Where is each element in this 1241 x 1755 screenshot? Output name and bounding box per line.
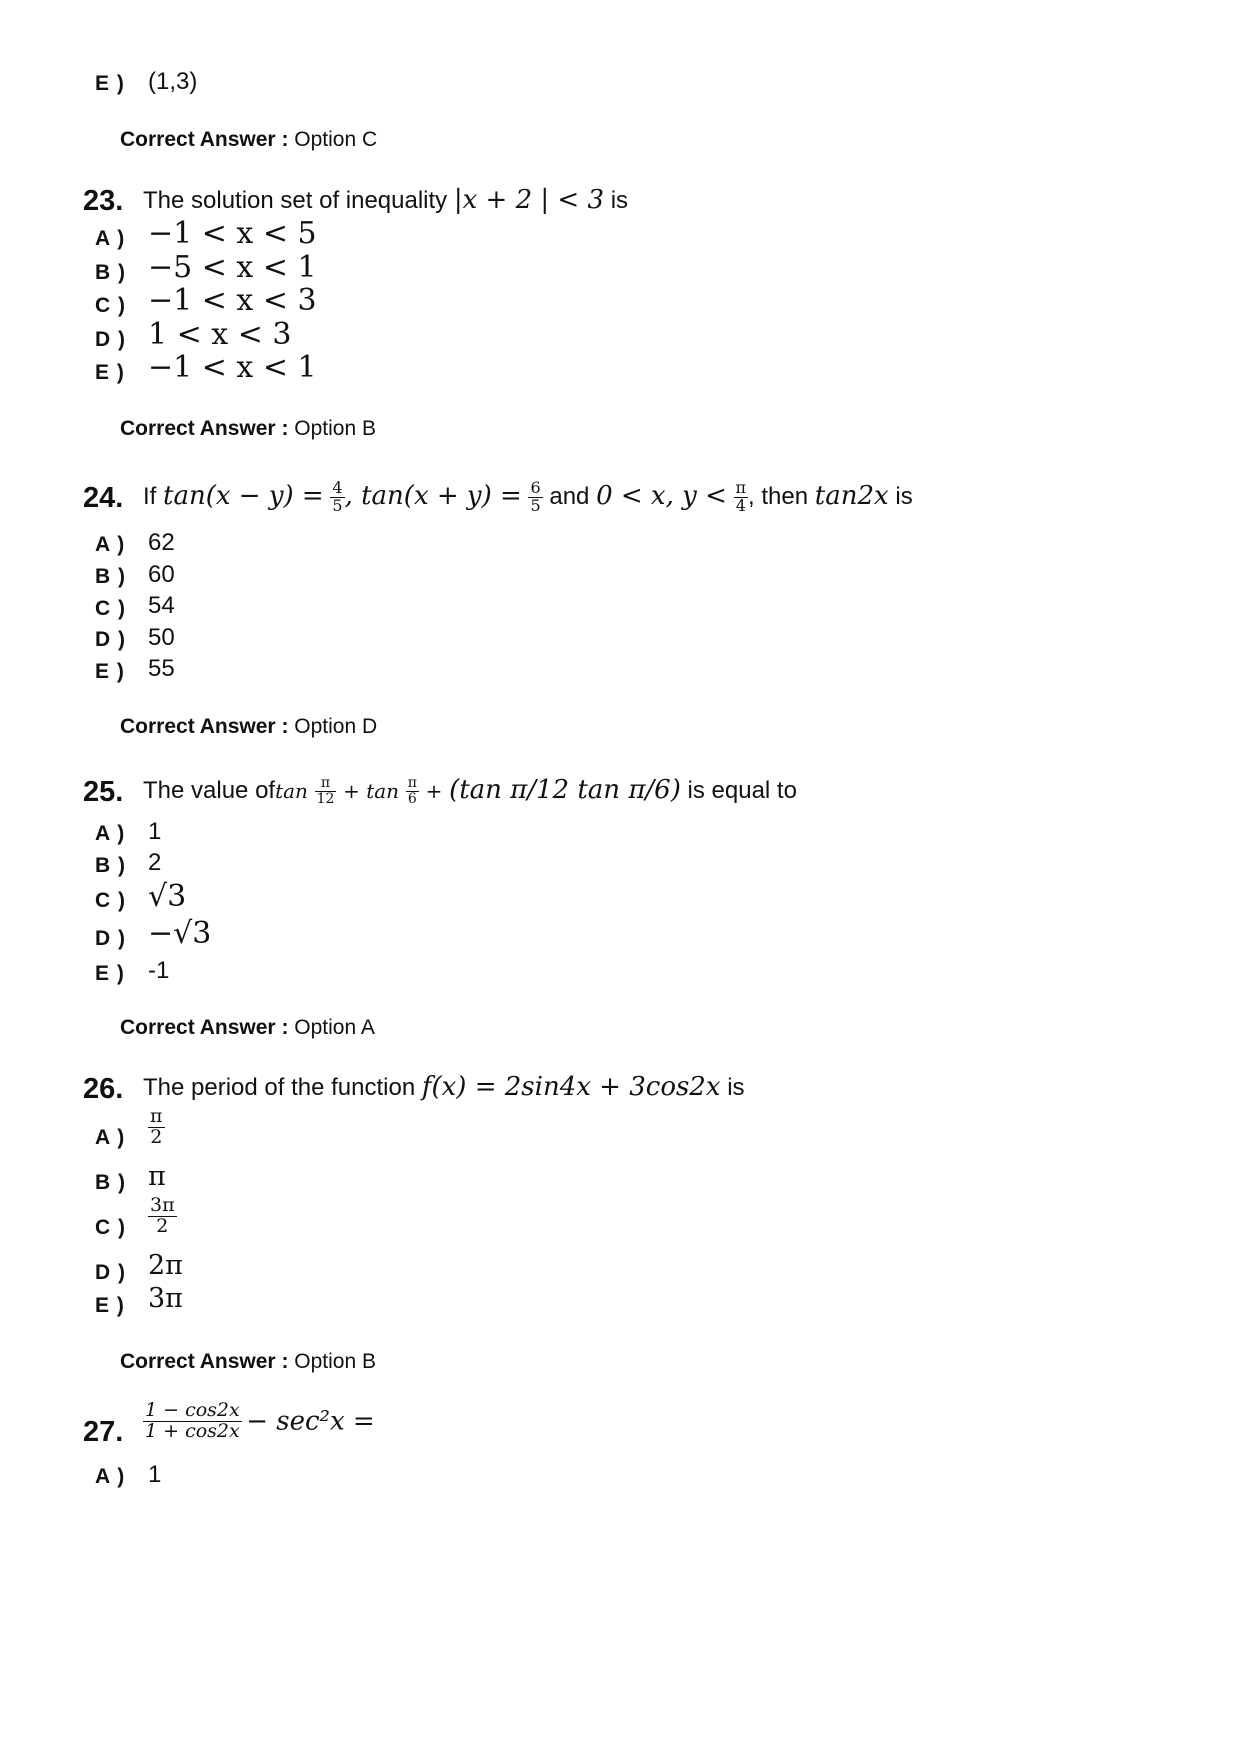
option-text: 54: [148, 592, 175, 619]
option-label: C ): [95, 889, 126, 912]
question-number: 27.: [83, 1416, 124, 1448]
question-expression: |x + 2 | < 3: [453, 185, 605, 215]
fraction: [528, 480, 542, 515]
question-text: [143, 1072, 745, 1102]
option-text: 55: [148, 655, 175, 682]
question-if: If: [143, 483, 157, 510]
fraction: [734, 480, 749, 515]
fraction: [315, 776, 337, 806]
fraction-numerator: π: [735, 478, 747, 498]
option-text: 50: [148, 624, 175, 651]
option-text: 2: [148, 849, 162, 876]
question-product: (tan π/12 tan π/6): [449, 775, 681, 805]
fraction-denominator: 1 + cos2x: [145, 1419, 240, 1442]
question-number: 23.: [83, 185, 124, 217]
option-text: −√3: [148, 916, 212, 951]
option-text: 1: [148, 818, 162, 845]
correct-answer-value: Option B: [294, 1350, 376, 1373]
fraction: [143, 1401, 242, 1442]
option-label: A ): [95, 1126, 126, 1149]
option-text: 1 < x < 3: [148, 317, 292, 352]
option-label: B ): [95, 1171, 126, 1194]
fraction-numerator: 4: [332, 478, 343, 498]
correct-answer-label: Correct Answer :: [120, 417, 289, 440]
fraction-numerator: 3π: [150, 1194, 175, 1216]
correct-answer: [120, 417, 376, 441]
option-label: B ): [95, 261, 126, 284]
correct-answer-value: Option C: [294, 128, 378, 151]
question-text-b: is: [727, 1074, 745, 1101]
question-text: [143, 470, 913, 523]
fraction-denominator: 2: [150, 1125, 163, 1148]
option-text: 1: [148, 1461, 162, 1488]
fraction-numerator: π: [315, 776, 337, 792]
fraction-denominator: 4: [735, 496, 746, 516]
option-label: A ): [95, 227, 126, 250]
question-plus-tan: + tan: [343, 779, 400, 803]
fraction-denominator: 2: [156, 1214, 169, 1237]
question-text-b: is: [610, 187, 629, 214]
correct-answer-label: Correct Answer :: [120, 1350, 289, 1373]
option-label: D ): [95, 628, 126, 651]
question-number: 24.: [83, 482, 124, 514]
question-condition: 0 < x, y <: [596, 481, 727, 511]
correct-answer-label: Correct Answer :: [120, 715, 289, 738]
option-label: D ): [95, 1261, 126, 1284]
question-tan2x: tan2x: [814, 481, 889, 511]
question-then: then: [761, 483, 809, 510]
option-fraction: [148, 1107, 165, 1148]
question-tan: tan: [275, 779, 308, 803]
fraction-denominator: 12: [316, 791, 335, 808]
question-and: and: [549, 483, 590, 510]
fraction-numerator: π: [150, 1105, 163, 1127]
option-label: A ): [95, 1465, 126, 1488]
option-fraction: [148, 1196, 177, 1237]
option-label: E ): [95, 962, 125, 985]
option-label: C ): [95, 294, 126, 317]
option-text: −5 < x < 1: [148, 250, 317, 285]
option-text: −1 < x < 5: [148, 216, 317, 251]
fraction: [330, 480, 344, 515]
fraction-numerator: 6: [530, 478, 541, 498]
question-comma: ,: [748, 483, 755, 510]
option-label: A ): [95, 822, 126, 845]
option-text: π: [148, 1161, 166, 1192]
fraction-denominator: 5: [332, 496, 343, 516]
question-text: [143, 185, 628, 215]
option-text: 60: [148, 561, 175, 588]
option-label: B ): [95, 565, 126, 588]
question-number: 26.: [83, 1073, 124, 1105]
option-label: B ): [95, 854, 126, 877]
correct-answer: [120, 1350, 376, 1374]
question-text-a: The period of the function: [143, 1074, 416, 1101]
question-expression-2: , tan(x + y) =: [344, 481, 522, 511]
option-text: −1 < x < 1: [148, 350, 317, 385]
fraction-numerator: π: [407, 775, 417, 792]
option-text: -1: [148, 957, 170, 984]
correct-answer: [120, 1016, 375, 1040]
question-expression: f(x) = 2sin4x + 3cos2x: [421, 1072, 721, 1102]
option-label: E ): [95, 361, 125, 384]
correct-answer-value: Option D: [294, 715, 378, 738]
question-text: [143, 764, 797, 817]
option-label: A ): [95, 533, 126, 556]
option-e-label: E ): [95, 72, 125, 95]
option-text: √3: [148, 879, 187, 914]
question-text-b: is equal to: [687, 777, 797, 804]
fraction: [148, 1107, 165, 1148]
correct-answer-value: Option A: [294, 1016, 375, 1039]
option-text: −1 < x < 3: [148, 283, 317, 318]
question-number: 25.: [83, 776, 124, 808]
correct-answer-label: Correct Answer :: [120, 1016, 289, 1039]
option-label: E ): [95, 1294, 125, 1317]
option-label: D ): [95, 328, 126, 351]
fraction: [406, 776, 419, 806]
question-expression: [143, 1401, 375, 1442]
correct-answer-value: Option B: [294, 417, 376, 440]
correct-answer: [120, 128, 377, 152]
option-text: 2π: [148, 1250, 183, 1281]
option-text: 62: [148, 529, 175, 556]
fraction-numerator: 1 − cos2x: [145, 1399, 240, 1421]
fraction-denominator: 5: [530, 496, 541, 516]
option-label: C ): [95, 1216, 126, 1239]
question-expression-1: tan(x − y) =: [163, 481, 324, 511]
correct-answer: [120, 715, 377, 739]
correct-answer-label: Correct Answer :: [120, 128, 289, 151]
question-text-a: The solution set of inequality: [143, 187, 448, 214]
option-label: E ): [95, 660, 125, 683]
option-e-text: (1,3): [148, 68, 198, 95]
fraction: [148, 1196, 177, 1237]
option-text: 3π: [148, 1283, 183, 1314]
question-expression-rest: − sec²x =: [246, 1406, 375, 1437]
question-text-a: The value of: [143, 777, 276, 804]
fraction-denominator: 6: [407, 791, 417, 808]
option-label: C ): [95, 597, 126, 620]
option-label: D ): [95, 927, 126, 950]
question-plus: +: [425, 779, 443, 803]
question-is: is: [895, 483, 913, 510]
